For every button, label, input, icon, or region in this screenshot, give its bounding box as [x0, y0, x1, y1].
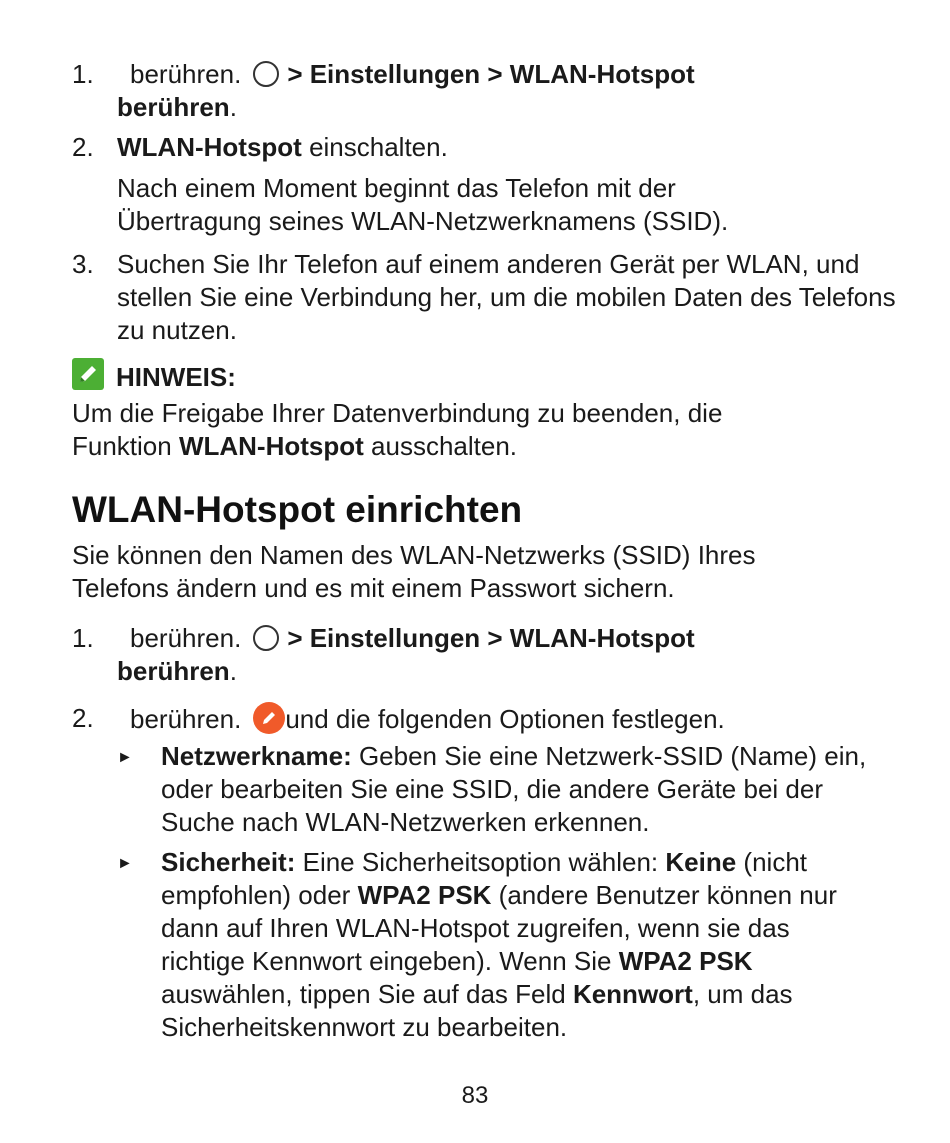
step-1-bottom	[72, 622, 902, 688]
bullet-label: Sicherheit:	[161, 847, 296, 877]
bullet-marker: ►	[117, 855, 133, 872]
step-text: Suchen Sie Ihr Telefon auf einem anderen Gerät per WLAN, und stellen Sie eine Verbindung her, um die mobilen Daten des Telefons zu nutzen.	[117, 249, 896, 345]
step-2-followup: Nach einem Moment beginnt das Telefon mit der Übertragung seines WLAN-Netzwerknamens (SSID).	[117, 173, 729, 236]
bullet-network-name	[117, 740, 892, 839]
bullet-text-bold: WPA2 PSK	[357, 880, 492, 910]
step-1-top	[72, 58, 902, 124]
bullet-text: Geben Sie eine Netzwerk-SSID (Name) ein, oder bearbeiten Sie eine SSID, die andere Geräte bei der Suche nach WLAN-Netzwerken erkennen.	[161, 741, 867, 837]
step-text: berühren.	[130, 704, 242, 734]
note-text-bold: WLAN-Hotspot	[178, 431, 364, 461]
menu-path: > Einstellungen > WLAN-Hotspot	[287, 623, 695, 653]
step-text-bold: WLAN-Hotspot	[117, 132, 302, 162]
note-header	[72, 358, 236, 394]
edit-icon	[253, 702, 285, 734]
bullet-text-bold: Keine	[665, 847, 737, 877]
step-number: 2.	[72, 132, 94, 162]
bullet-text: auswählen, tippen Sie auf das Feld	[161, 979, 573, 1009]
section-title: WLAN-Hotspot einrichten	[72, 489, 523, 530]
section-intro: Sie können den Namen des WLAN-Netzwerks (SSID) Ihres Telefons ändern und es mit einem Passwort sichern.	[72, 540, 756, 603]
step-text: berühren.	[130, 623, 242, 653]
bullet-text: (nicht empfohlen) oder	[161, 847, 808, 910]
step-text: .	[229, 92, 237, 122]
bullet-text: (andere Benutzer können nur dann auf Ihren WLAN-Hotspot zugreifen, wenn sie das richtige Kennwort eingeben). Wenn Sie	[161, 880, 837, 976]
step-text: einschalten.	[301, 132, 448, 162]
page-number: 83	[461, 1082, 489, 1109]
step-2-bottom	[72, 702, 902, 736]
bullet-text-bold: WPA2 PSK	[618, 946, 753, 976]
bullet-security	[117, 846, 877, 1044]
step-number: 2.	[72, 703, 94, 733]
bullet-text: , um das Sicherheitskennwort zu bearbeiten.	[161, 979, 793, 1042]
bullet-marker: ►	[117, 749, 133, 766]
step-number: 3.	[72, 249, 94, 279]
step-text: berühren.	[130, 59, 242, 89]
step-text-bold: berühren	[117, 656, 230, 686]
note-text-part: ausschalten.	[363, 431, 518, 461]
step-text: .	[229, 656, 237, 686]
step-2-top	[72, 131, 902, 164]
menu-path: > Einstellungen > WLAN-Hotspot	[287, 59, 695, 89]
note-text-part: Um die Freigabe Ihrer Datenverbindung zu beenden, die Funktion	[72, 398, 723, 461]
bullet-label: Netzwerkname:	[161, 741, 352, 771]
note-text	[72, 397, 812, 463]
step-3-top	[72, 248, 902, 347]
note-label: HINWEIS:	[116, 362, 236, 392]
note-pencil-icon	[72, 358, 104, 390]
step-text: und die folgenden Optionen festlegen.	[285, 704, 725, 734]
step-text-bold: berühren	[117, 92, 230, 122]
step-number: 1.	[72, 623, 94, 653]
bullet-text-bold: Kennwort	[572, 979, 693, 1009]
home-circle-icon	[253, 625, 279, 651]
bullet-text: Eine Sicherheitsoption wählen:	[295, 847, 666, 877]
home-circle-icon	[253, 61, 279, 87]
step-number: 1.	[72, 59, 94, 89]
